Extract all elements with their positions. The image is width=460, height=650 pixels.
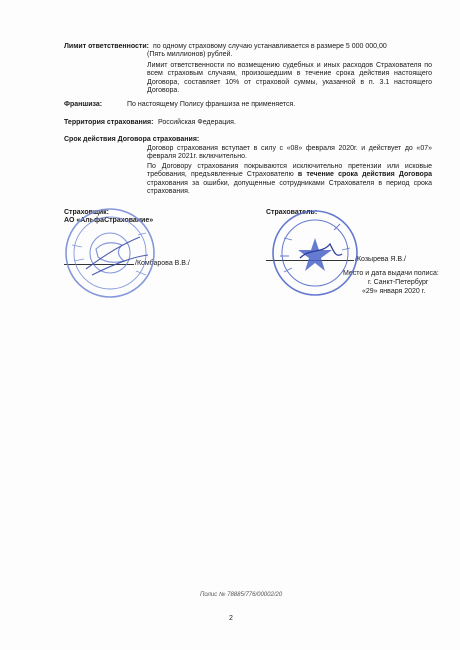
insurer-label: Страховщик: [64,209,109,216]
franchise-text: По настоящему Полису франшиза не применяется. [127,101,296,108]
territory-text: Российская Федерация. [158,119,236,126]
insurer-seal-stamp [62,205,158,301]
issue-city: г. Санкт-Петербург [368,279,429,286]
insured-signer: /Козырева Я.В./ [355,256,406,263]
issue-place-label: Место и дата выдачи полиса: [343,270,439,277]
insurer-company: АО «АльфаСтрахование» [64,217,154,224]
liability-line1: по одному страховому случаю устанавливается в размере 5 000 000,00 [153,43,387,50]
liability-costs-text: Лимит ответственности по возмещению судебных и иных расходов Страхователя по всем страховым случаям, произошедшим в течение срока действия настоящего Договора, составляет 10% от страховой суммы, указанной в п. 3.1 настоящего Договора. [147,62,432,95]
issue-date: «29» января 2020 г. [362,288,426,295]
page-number: 2 [229,615,233,622]
term-label: Срок действия Договора страхования: [64,136,200,143]
territory-label: Территория страхования: [64,119,154,126]
liability-line2: (Пять миллионов) рублей. [147,51,233,58]
insured-label: Страхователь: [266,209,318,216]
term-text2: По Договору страхования покрываются исключительно претензии или исковые требования, предъявленные Страхователю в течение срока действия Договора страхования за ошибки, допущенные сотрудниками Страхователя в период срока страхования. [147,163,432,196]
liability-label: Лимит ответственности: [64,43,149,50]
policy-number: Полис № 78885/776/00002/20 [200,592,283,598]
insurer-signer: /Комбарова В.В./ [135,260,190,267]
term-text1: Договор страхования вступает в силу с «08» февраля 2020г. и действует до «07» февраля 2021г. включительно. [147,145,432,161]
franchise-label: Франшиза: [64,101,103,108]
insured-seal-stamp [270,208,360,298]
